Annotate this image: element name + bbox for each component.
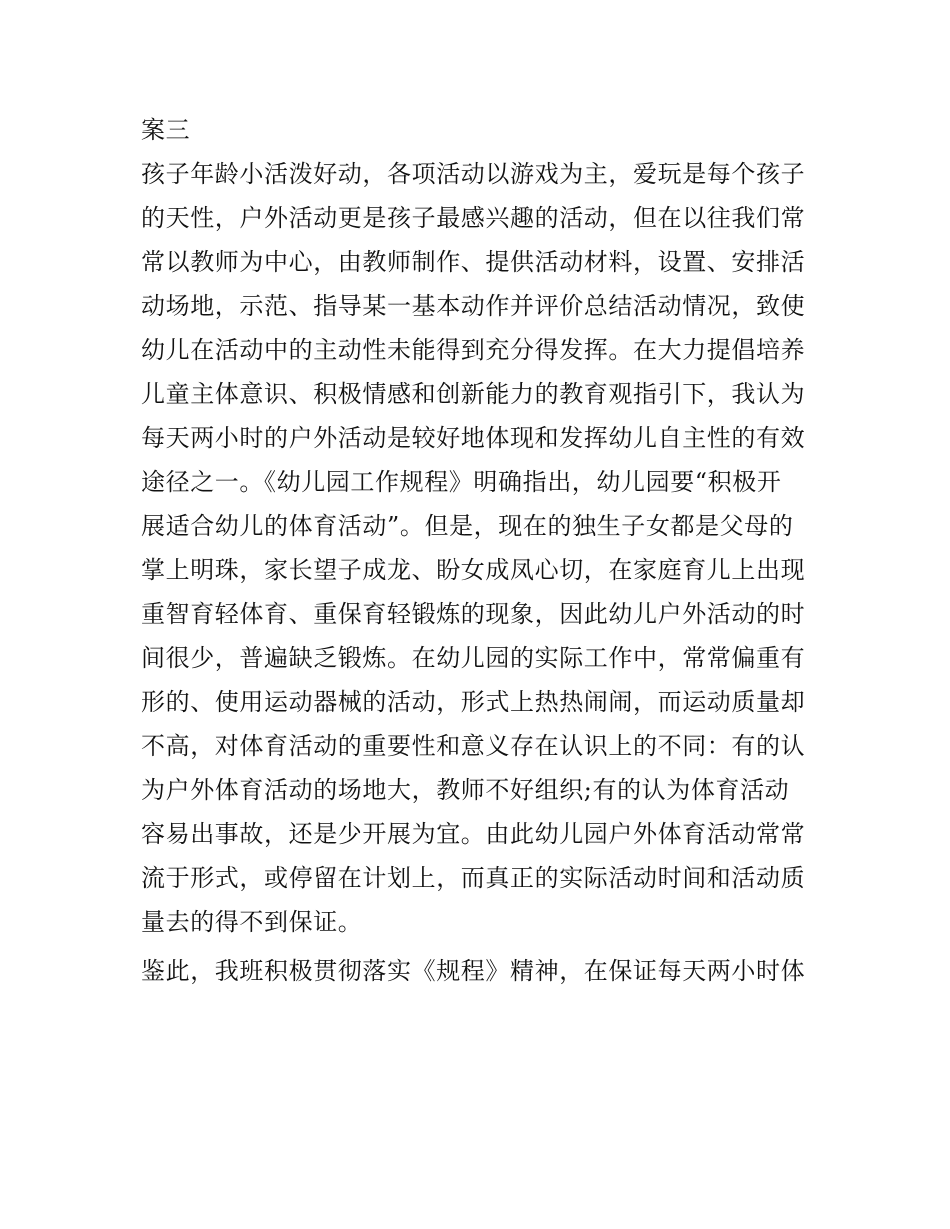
- text-line: 量去的得不到保证。: [141, 908, 363, 936]
- text-line: 不高，对体育活动的重要性和意义存在认识上的不同：有的认: [141, 732, 806, 760]
- paragraph-2: [141, 949, 821, 993]
- text-line: 掌上明珠，家长望子成龙、盼女成凤心切，在家庭育儿上出现: [141, 556, 806, 584]
- text-line: 的天性，户外活动更是孩子最感兴趣的活动，但在以往我们常: [141, 204, 806, 232]
- text-line: 间很少，普遍缺乏锻炼。在幼儿园的实际工作中，常常偏重有: [141, 644, 806, 672]
- text-line: 展适合幼儿的体育活动”。但是，现在的独生子女都是父母的: [141, 512, 794, 540]
- document-body: [141, 108, 821, 993]
- text-line: 鉴此，我班积极贯彻落实《规程》精神，在保证每天两小时体: [141, 957, 806, 985]
- text-line: 形的、使用运动器械的活动，形式上热热闹闹，而运动质量却: [141, 688, 806, 716]
- text-line: 容易出事故，还是少开展为宜。由此幼儿园户外体育活动常常: [141, 820, 806, 848]
- text-line: 每天两小时的户外活动是较好地体现和发挥幼儿自主性的有效: [141, 424, 806, 452]
- text-line: 儿童主体意识、积极情感和创新能力的教育观指引下，我认为: [141, 380, 806, 408]
- section-heading: 案三: [141, 116, 191, 144]
- text-line: 重智育轻体育、重保育轻锻炼的现象，因此幼儿户外活动的时: [141, 600, 806, 628]
- text-line: 途径之一。《幼儿园工作规程》明确指出，幼儿园要“积极开: [141, 468, 782, 496]
- text-line: 孩子年龄小活泼好动，各项活动以游戏为主，爱玩是每个孩子: [141, 160, 806, 188]
- text-line: 流于形式，或停留在计划上，而真正的实际活动时间和活动质: [141, 864, 806, 892]
- text-line: 常以教师为中心，由教师制作、提供活动材料，设置、安排活: [141, 248, 806, 276]
- text-line: 动场地，示范、指导某一基本动作并评价总结活动情况，致使: [141, 292, 806, 320]
- paragraph-1: [141, 152, 821, 944]
- text-line: 为户外体育活动的场地大，教师不好组织;有的认为体育活动: [141, 776, 790, 804]
- text-line: 幼儿在活动中的主动性未能得到充分得发挥。在大力提倡培养: [141, 336, 806, 364]
